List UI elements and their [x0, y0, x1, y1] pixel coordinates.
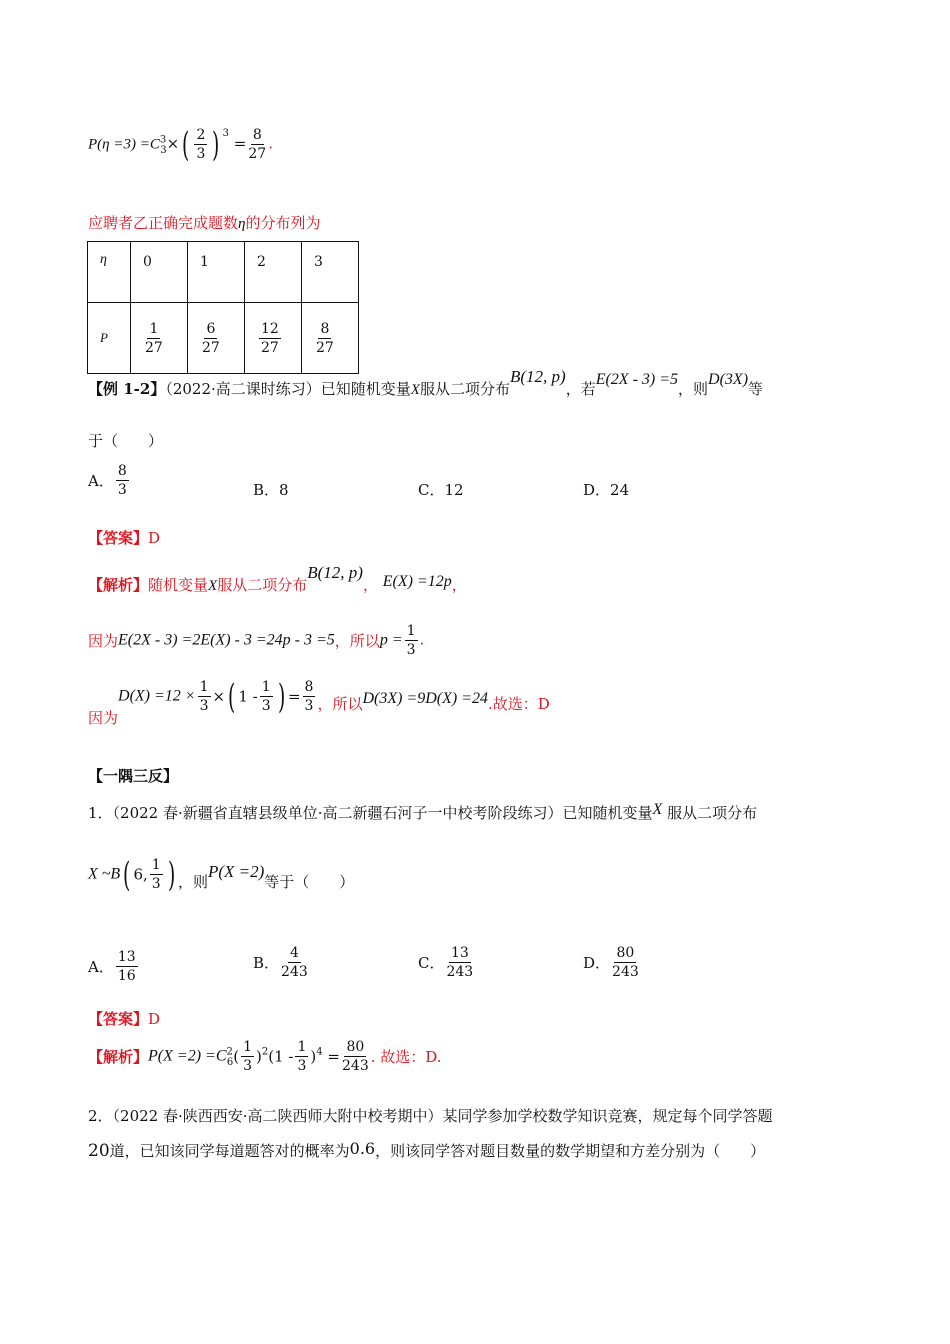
- example-1-2-stem: 【例 1-2】（2022·高二课时练习）已知随机变量X服从二项分布B(12, p)，若E(2X - 3) =5，则D(3X)等: [88, 367, 764, 398]
- table-cell: $\frac{1}{27}$: [131, 303, 188, 374]
- option-a[interactable]: A． $\frac{8}{3}$: [88, 463, 127, 498]
- option-c[interactable]: C．12: [418, 481, 464, 499]
- example-1-2-stem-cont: 于（ ）: [88, 432, 164, 450]
- table-cell: $\frac{6}{27}$: [188, 303, 245, 374]
- table-row: [88, 242, 359, 303]
- option-b[interactable]: B． $\frac{4}{243}$: [253, 945, 308, 980]
- question-2-stem-cont: 20道，已知该同学每道题答对的概率为0.6，则该同学答对题目数量的数学期望和方差分别为（ ）: [88, 1139, 766, 1161]
- solution-1-2-line2: 因为E(2X - 3) =2E(X) - 3 =24p - 3 =5，所以p = $\frac{1}{3}$ .: [88, 623, 425, 658]
- table-cell: $\frac{8}{27}$: [302, 303, 359, 374]
- fraction: $\frac{8}{27}$: [248, 127, 267, 162]
- answer-1-2: 【答案】D: [88, 529, 161, 547]
- question-1-stem-cont: X ~B( 6, $\frac{1}{3}$ ) ，则P(X =2)等于（ ）: [88, 854, 355, 895]
- table-intro: 应聘者乙正确完成题数η的分布列为: [88, 214, 321, 232]
- formula-p-eta-3: $P(\eta =3) =C^3_3\times$( $\frac{2}{3}$ ) $^3$ = $\frac{8}{27}$ .: [88, 124, 273, 165]
- option-d[interactable]: D． $\frac{80}{243}$: [583, 945, 639, 980]
- answer-q1: 【答案】D: [88, 1010, 161, 1028]
- table-cell: $\frac{12}{27}$: [245, 303, 302, 374]
- section-title: 【一隅三反】: [88, 767, 179, 785]
- option-c[interactable]: C． $\frac{13}{243}$: [418, 945, 474, 980]
- table-cell: 2: [245, 242, 302, 303]
- solution-1-2-line3: 因为D(X) =12 × $\frac{1}{3}$ ×( 1 - $\frac{1}{3}$ ) = $\frac{8}{3}$ ，所以D(3X) =9D(X) =24.故选：D: [88, 676, 550, 727]
- option-a[interactable]: A． $\frac{13}{16}$: [88, 949, 136, 984]
- table-header-p: P: [88, 303, 131, 374]
- table-header-eta: η: [88, 242, 131, 303]
- solution-1-2-line1: 【解析】随机变量X服从二项分布B(12, p)， E(X) =12p，: [88, 563, 467, 594]
- solution-q1: 【解析】$P(X =2) =C^2_6$( $\frac{1}{3}$ )$^2$(1 - $\frac{1}{3}$ )$^4$ = $\frac{80}{243}$ . 故选：D.: [88, 1039, 442, 1074]
- question-2-stem: 2．（2022 春·陕西西安·高二陕西师大附中校考期中）某同学参加学校数学知识竞赛，规定每个同学答题: [88, 1107, 773, 1125]
- table-cell: 3: [302, 242, 359, 303]
- table-cell: 1: [188, 242, 245, 303]
- option-d[interactable]: D．24: [583, 481, 630, 499]
- distribution-table: [87, 241, 359, 374]
- fraction: $\frac{2}{3}$: [196, 127, 206, 162]
- question-1-stem: 1．（2022 春·新疆省直辖县级单位·高二新疆石河子一中校考阶段练习）已知随机变量X 服从二项分布: [88, 801, 758, 822]
- option-b[interactable]: B．8: [253, 481, 289, 499]
- table-cell: 0: [131, 242, 188, 303]
- table-row: [88, 303, 359, 374]
